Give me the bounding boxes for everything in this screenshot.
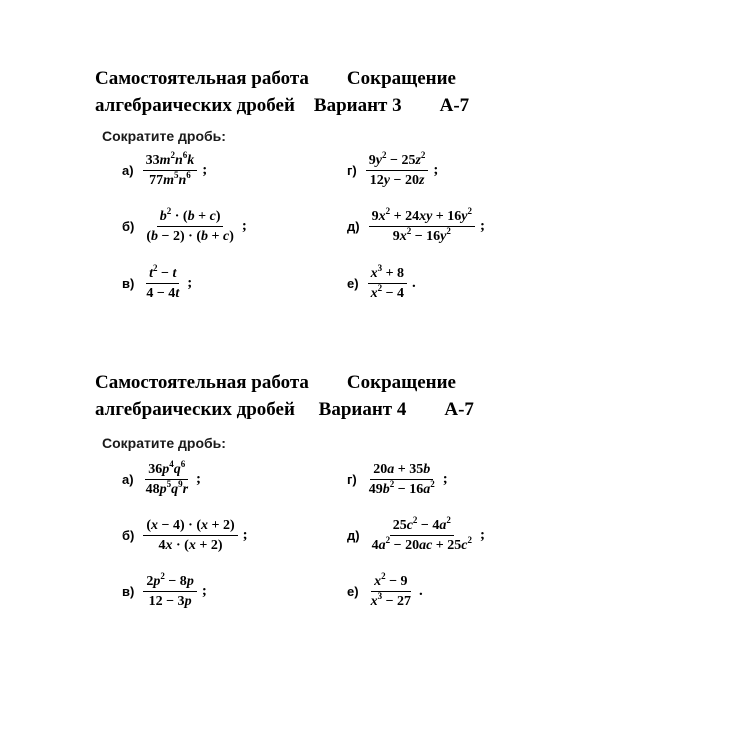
fraction xyxy=(143,517,237,554)
numerator: $x^3 + 8$ xyxy=(368,265,407,284)
punctuation: ; xyxy=(196,471,202,487)
variant-3-task-e xyxy=(347,265,416,302)
punctuation: ; xyxy=(433,162,439,178)
variant-3-header-line1: Самостоятельная работа Сокращение xyxy=(95,68,456,89)
punctuation: ; xyxy=(242,527,248,543)
variant-4-header-line2: алгебраических дробей Вариант 4 А-7 xyxy=(95,399,474,420)
numerator: $x^2 - 9$ xyxy=(371,573,410,592)
task-label: в) xyxy=(122,276,135,291)
numerator: $33m^2n^6k$ xyxy=(143,152,198,171)
variant-3-task-a xyxy=(122,152,207,189)
variant-4-task-g xyxy=(347,461,448,498)
fraction xyxy=(143,208,237,245)
task-label: б) xyxy=(122,528,135,543)
punctuation: ; xyxy=(442,471,448,487)
task-label: б) xyxy=(122,219,135,234)
numerator: $b^2 \cdot (b + c)$ xyxy=(157,208,224,227)
punctuation: ; xyxy=(201,583,207,599)
fraction xyxy=(143,573,196,610)
task-label: е) xyxy=(347,584,359,599)
task-label: д) xyxy=(347,528,360,543)
variant-4-task-b xyxy=(122,517,248,554)
variant-3-task-g xyxy=(347,152,438,189)
fraction xyxy=(143,152,198,189)
fraction xyxy=(369,208,475,245)
punctuation: ; xyxy=(187,275,193,291)
denominator: $4a^2 - 20ac + 25c^2$ xyxy=(371,535,472,553)
fraction xyxy=(366,152,429,189)
task-label: в) xyxy=(122,584,135,599)
variant-4-task-a xyxy=(122,461,201,498)
task-label: е) xyxy=(347,276,359,291)
punctuation: . xyxy=(412,275,416,291)
fraction xyxy=(368,265,407,302)
fraction xyxy=(368,573,414,610)
denominator: $x^2 - 4$ xyxy=(370,283,405,301)
variant-3-task-b xyxy=(122,208,247,245)
variant-3-instruction: Сократите дробь: xyxy=(102,128,226,144)
numerator: $36p^4q^6$ xyxy=(145,461,188,480)
numerator: $25c^2 - 4a^2$ xyxy=(390,517,454,536)
numerator: $t^2 - t$ xyxy=(146,265,179,284)
denominator: 12 − 3p xyxy=(148,594,192,609)
variant-3-task-d xyxy=(347,208,485,245)
punctuation: ; xyxy=(480,218,485,234)
fraction xyxy=(369,517,475,554)
task-label: г) xyxy=(347,472,357,487)
numerator: 20a + 35b xyxy=(370,461,433,480)
denominator: $48p^5q^9r$ xyxy=(145,479,189,497)
denominator: $9x^2 - 16y^2$ xyxy=(392,226,451,244)
task-label: д) xyxy=(347,219,360,234)
denominator: 12y − 20z xyxy=(369,173,425,188)
denominator: (b − 2) · (b + c) xyxy=(146,229,234,244)
punctuation: ; xyxy=(480,527,485,543)
variant-4-instruction: Сократите дробь: xyxy=(102,435,226,451)
variant-3-header-line2: алгебраических дробей Вариант 3 А-7 xyxy=(95,95,470,116)
fraction xyxy=(143,265,182,302)
variant-3-task-v xyxy=(122,265,192,302)
punctuation: ; xyxy=(202,162,208,178)
fraction xyxy=(143,461,191,498)
task-label: а) xyxy=(122,472,134,487)
numerator: (x − 4) · (x + 2) xyxy=(143,517,237,536)
task-label: а) xyxy=(122,163,134,178)
fraction xyxy=(366,461,438,498)
numerator: $9y^2 - 25z^2$ xyxy=(366,152,429,171)
task-label: г) xyxy=(347,163,357,178)
variant-4-task-v xyxy=(122,573,207,610)
numerator: $2p^2 - 8p$ xyxy=(143,573,196,592)
denominator: 4x · (x + 2) xyxy=(158,538,223,553)
denominator: 4 − 4t xyxy=(146,286,180,301)
denominator: $49b^2 - 16a^2$ xyxy=(368,479,435,497)
denominator: $x^3 - 27$ xyxy=(370,591,412,609)
variant-4-header-line1: Самостоятельная работа Сокращение xyxy=(95,372,456,393)
numerator: $9x^2 + 24xy + 16y^2$ xyxy=(369,208,475,227)
punctuation: ; xyxy=(241,218,247,234)
denominator: $77m^5n^6$ xyxy=(149,170,191,188)
variant-4-task-e xyxy=(347,573,423,610)
punctuation: . xyxy=(419,583,423,599)
variant-4-task-d xyxy=(347,517,485,554)
